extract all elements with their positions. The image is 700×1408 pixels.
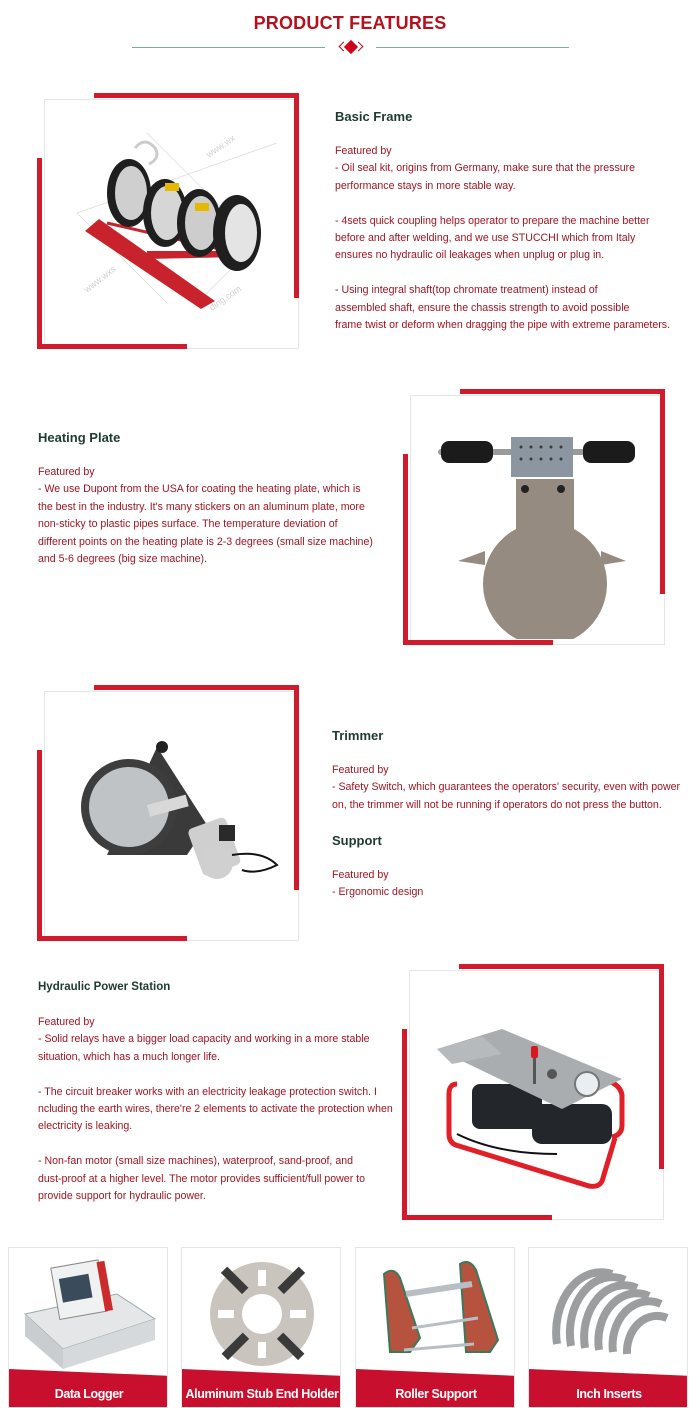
roller-support-image xyxy=(364,1254,508,1372)
diamond-chevrons-icon xyxy=(338,39,364,55)
divider-line-right xyxy=(376,47,569,48)
heating-plate-image xyxy=(413,399,661,639)
section-title-trimmer: Trimmer xyxy=(332,728,384,743)
body-line: Featured by xyxy=(332,869,389,881)
body-line: Featured by xyxy=(335,145,392,157)
trimmer-image-frame xyxy=(37,685,297,941)
body-line: - 4sets quick coupling helps operator to prepare the machine better xyxy=(335,214,650,227)
accessory-card-inch-inserts[interactable] xyxy=(528,1247,688,1408)
data-logger-image xyxy=(17,1254,161,1372)
section-body-heating-plate xyxy=(38,464,383,568)
hydraulic-power-station-image-frame xyxy=(402,964,662,1220)
body-line: Featured by xyxy=(332,764,389,776)
body-line: Featured by xyxy=(38,466,95,478)
body-line: different points on the heating plate is 2-3 degrees (small size machine) xyxy=(38,535,373,548)
body-line: - Non-fan motor (small size machines), waterproof, sand-proof, and xyxy=(38,1155,353,1168)
body-line: the best in the industry. It's many stickers on an aluminum plate, more xyxy=(38,500,365,513)
body-line: - Using integral shaft(top chromate treatment) instead of xyxy=(335,284,598,297)
body-line: - Oil seal kit, origins from Germany, make sure that the pressure xyxy=(335,162,636,175)
section-title-hydraulic-power-station: Hydraulic Power Station xyxy=(38,981,171,993)
body-line: - Ergonomic design xyxy=(332,886,424,899)
accessory-label: Roller Support xyxy=(395,1387,477,1401)
heating-plate-image-frame xyxy=(403,389,663,645)
section-title-heating-plate: Heating Plate xyxy=(38,430,121,445)
body-line: - Solid relays have a bigger load capacity and working in a more stable xyxy=(38,1033,370,1046)
watermark-text-1: www.wx xyxy=(204,132,237,160)
section-body-support xyxy=(332,867,697,902)
body-line: assembled shaft, ensure the chassis strength to avoid possible xyxy=(335,301,630,314)
accessory-label: Aluminum Stub End Holder xyxy=(185,1387,339,1401)
body-line: Featured by xyxy=(38,1016,95,1028)
divider-line-left xyxy=(132,47,325,48)
watermark-text-2: www.wxs xyxy=(82,263,118,295)
section-body-hydraulic-power-station xyxy=(38,1014,398,1205)
section-body-basic-frame xyxy=(335,143,695,334)
body-line: before and after welding, and we use STUCCHI which from Italy xyxy=(335,232,636,245)
accessory-card-data-logger[interactable] xyxy=(8,1247,168,1408)
body-line: provide support for hydraulic power. xyxy=(38,1190,206,1203)
body-line: - The circuit breaker works with an electricity leakage protection switch. I xyxy=(38,1085,377,1098)
body-line: dust-proof at a higher level. The motor provides sufficient/full power to xyxy=(38,1172,366,1185)
section-title-basic-frame: Basic Frame xyxy=(335,109,413,124)
body-line: on, the trimmer will not be running if operators do not press the button. xyxy=(332,798,662,811)
accessory-card-aluminum-stub-end-holder[interactable] xyxy=(181,1247,341,1408)
body-line: situation, which has a much longer life. xyxy=(38,1050,220,1063)
section-body-trimmer xyxy=(332,762,697,814)
accessory-label: Data Logger xyxy=(54,1387,124,1401)
accessory-label: Inch Inserts xyxy=(576,1387,642,1401)
body-line: non-sticky to plastic pipes surface. The temperature deviation of xyxy=(38,518,338,531)
body-line: ensures no hydraulic oil leakages when unplug or plug in. xyxy=(335,249,605,262)
section-title-support: Support xyxy=(332,833,382,848)
page-title: PRODUCT FEATURES xyxy=(253,13,447,33)
stub-end-holder-image xyxy=(190,1254,334,1372)
basic-frame-image-frame xyxy=(37,93,297,349)
butt-fusion-machine-frame-image xyxy=(47,103,295,343)
body-line: - We use Dupont from the USA for coating the heating plate, which is xyxy=(38,483,361,496)
body-line: performance stays in more stable way. xyxy=(335,179,516,192)
accessory-card-roller-support[interactable] xyxy=(355,1247,515,1408)
inch-inserts-image xyxy=(537,1254,681,1372)
body-line: - Safety Switch, which guarantees the operators' security, even with power xyxy=(332,781,681,794)
body-line: electricity is leaking. xyxy=(38,1120,133,1133)
trimmer-image xyxy=(47,695,295,935)
hydraulic-power-station-image xyxy=(412,974,660,1214)
watermark-text-3: ding.com xyxy=(207,283,244,313)
body-line: frame twist or deform when dragging the pipe with extreme parameters. xyxy=(335,319,671,332)
body-line: and 5-6 degrees (big size machine). xyxy=(38,553,208,566)
body-line: ncluding the earth wires, there're 2 elements to activate the protection when xyxy=(38,1103,393,1116)
